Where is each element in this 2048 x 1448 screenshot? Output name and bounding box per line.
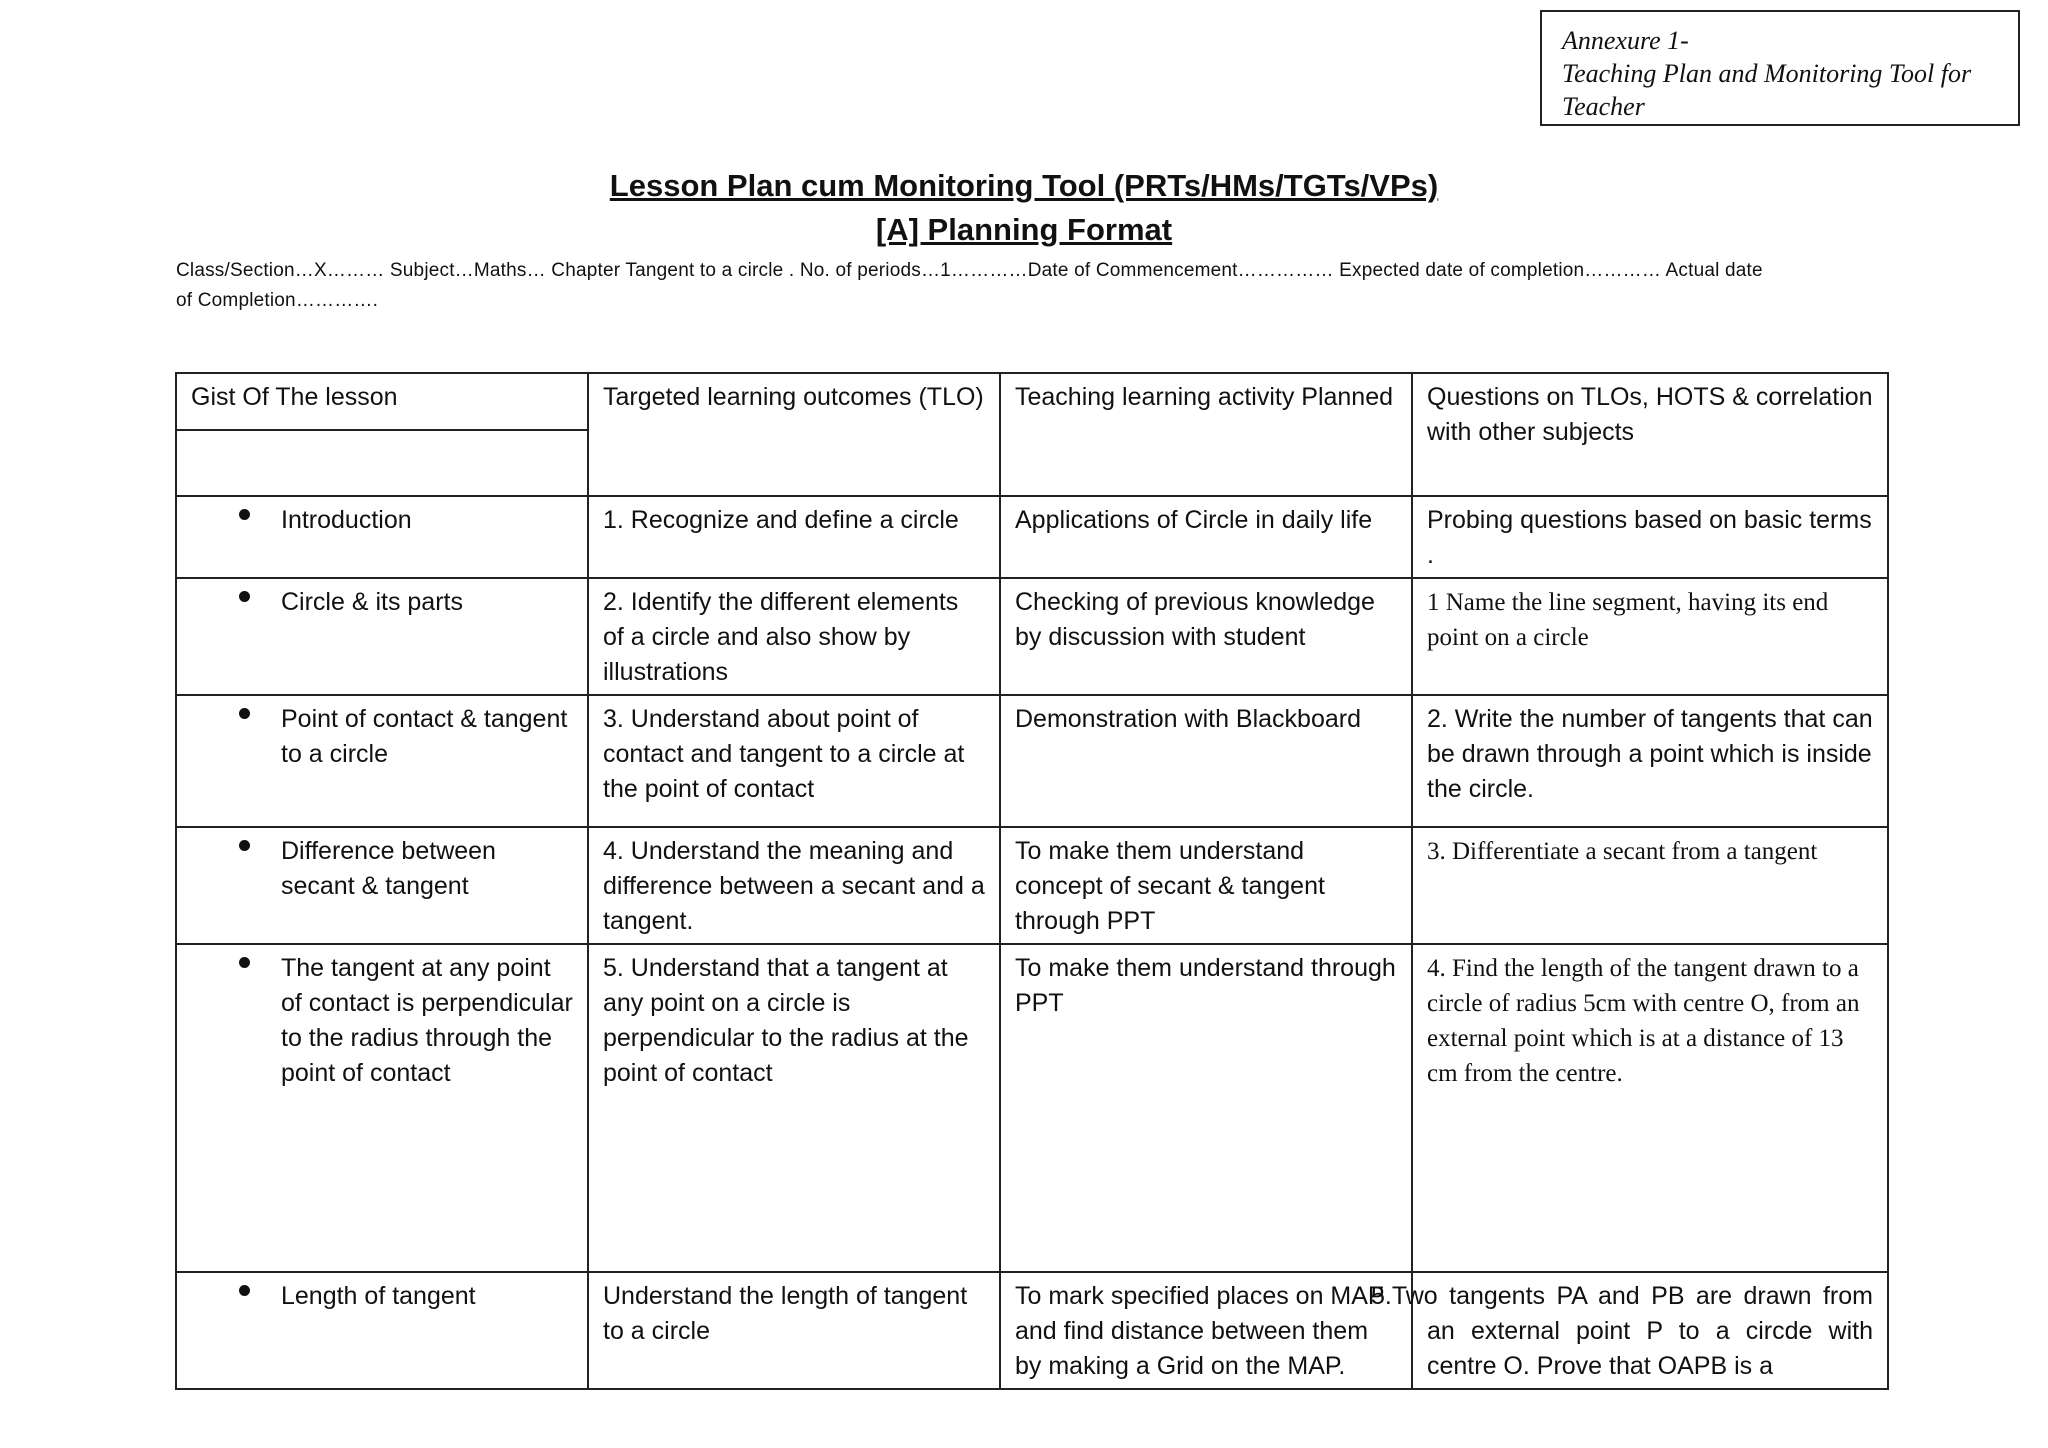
question-cell: Probing questions based on basic terms . — [1412, 496, 1888, 578]
activity-cell: To make them understand through PPT — [1000, 944, 1412, 1272]
activity-cell: Checking of previous knowledge by discussion with student — [1000, 578, 1412, 695]
header-tlo: Targeted learning outcomes (TLO) — [588, 373, 1000, 496]
annexure-line-1: Annexure 1- — [1562, 26, 1689, 55]
activity-cell: To mark specified places on MAP and find distance between them by making a Grid on the MAP. — [1000, 1272, 1412, 1389]
activity-cell: Applications of Circle in daily life — [1000, 496, 1412, 578]
bullet-icon — [239, 957, 250, 968]
tlo-cell: 4. Understand the meaning and difference between a secant and a tangent. — [588, 827, 1000, 944]
table-row — [176, 944, 1888, 1272]
table-header-row — [176, 373, 1888, 430]
gist-text: Circle & its parts — [281, 588, 463, 616]
gist-cell — [176, 578, 588, 695]
header-gist-empty-cell — [176, 430, 588, 496]
question-cell: 4. Find the length of the tangent drawn to a circle of radius 5cm with centre O, from an external point which is at a distance of 13 cm from the centre. — [1412, 944, 1888, 1272]
bullet-icon — [239, 1285, 250, 1296]
question-cell: 5.Two tangents PA and PB are drawn from an external point P to a circde with centre O. Prove that OAPB is a — [1412, 1272, 1888, 1389]
header-activity: Teaching learning activity Planned — [1000, 373, 1412, 496]
question-cell: 3. Differentiate a secant from a tangent — [1412, 827, 1888, 944]
document-title: Lesson Plan cum Monitoring Tool (PRTs/HMs/TGTs/VPs) — [609, 168, 1439, 203]
header-gist: Gist Of The lesson — [176, 373, 588, 430]
bullet-icon — [239, 840, 250, 851]
tlo-cell: 3. Understand about point of contact and tangent to a circle at the point of contact — [588, 695, 1000, 827]
gist-text: Point of contact & tangent to a circle — [281, 705, 568, 768]
gist-text: The tangent at any point of contact is perpendicular to the radius through the point of contact — [281, 954, 573, 1087]
gist-cell — [176, 827, 588, 944]
gist-text: Length of tangent — [281, 1282, 476, 1310]
annexure-line-2: Teaching Plan and Monitoring Tool for — [1562, 59, 1972, 88]
gist-cell — [176, 695, 588, 827]
document-subtitle: [A] Planning Format — [875, 212, 1173, 247]
gist-cell — [176, 1272, 588, 1389]
gist-text: Introduction — [281, 506, 412, 534]
question-cell: 1 Name the line segment, having its end point on a circle — [1412, 578, 1888, 695]
class-details-line: Class/Section…X……… Subject…Maths… Chapter Tangent to a circle . No. of periods…1…………Date of Commencement…………… Expected date of completion………… Actual date of Completion…………. — [176, 260, 1763, 311]
table-row — [176, 578, 1888, 695]
activity-cell: To make them understand concept of secant & tangent through PPT — [1000, 827, 1412, 944]
table-row — [176, 496, 1888, 578]
bullet-icon — [239, 509, 250, 520]
tlo-cell: Understand the length of tangent to a circle — [588, 1272, 1000, 1389]
gist-cell — [176, 944, 588, 1272]
gist-text: Difference between secant & tangent — [281, 837, 496, 900]
title-block — [0, 164, 2048, 252]
question-cell: 2. Write the number of tangents that can be drawn through a point which is inside the circle. — [1412, 695, 1888, 827]
table-row — [176, 827, 1888, 944]
bullet-icon — [239, 591, 250, 602]
header-questions: Questions on TLOs, HOTS & correlation with other subjects — [1412, 373, 1888, 496]
annexure-box — [1540, 10, 2020, 126]
tlo-cell: 5. Understand that a tangent at any point on a circle is perpendicular to the radius at the point of contact — [588, 944, 1000, 1272]
table-row — [176, 1272, 1888, 1389]
bullet-icon — [239, 708, 250, 719]
table-row — [176, 695, 1888, 827]
annexure-line-3: Teacher — [1562, 92, 1645, 121]
activity-cell: Demonstration with Blackboard — [1000, 695, 1412, 827]
gist-cell — [176, 496, 588, 578]
tlo-cell: 1. Recognize and define a circle — [588, 496, 1000, 578]
lesson-plan-table — [175, 372, 1889, 1390]
tlo-cell: 2. Identify the different elements of a circle and also show by illustrations — [588, 578, 1000, 695]
